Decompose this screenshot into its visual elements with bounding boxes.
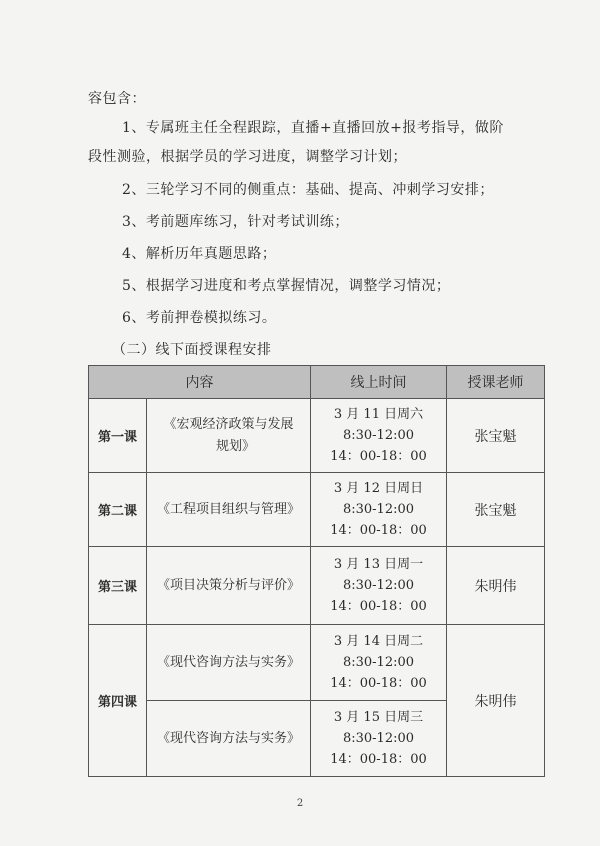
teacher-name: 张宝魁 — [447, 473, 545, 547]
date-text: 3 月 14 日周二 — [333, 634, 424, 649]
table-row — [89, 625, 545, 701]
morning-time: 8:30-12:00 — [342, 655, 415, 670]
course-name: 《项目决策分析与评价》 — [147, 547, 311, 625]
course-name-line2: 规划》 — [215, 438, 255, 454]
afternoon-time: 14：00-18：00 — [330, 523, 427, 538]
time-cell — [311, 547, 447, 625]
paragraph-intro: 容包含： — [88, 91, 146, 107]
date-text: 3 月 11 日周六 — [333, 407, 424, 422]
morning-time: 8:30-12:00 — [342, 731, 415, 746]
list-item-3: 3、考前题库练习，针对考试训练； — [122, 214, 349, 230]
teacher-name: 朱明伟 — [447, 547, 545, 625]
time-cell — [311, 701, 447, 777]
list-item-6: 6、考前押卷模拟练习。 — [122, 310, 277, 326]
morning-time: 8:30-12:00 — [342, 428, 415, 443]
page-number: 2 — [296, 798, 304, 809]
list-item-1-line2: 段性测验，根据学员的学习进度，调整学习计划； — [88, 149, 407, 165]
course-name: 《现代咨询方法与实务》 — [147, 701, 311, 777]
list-item-2: 2、三轮学习不同的侧重点：基础、提高、冲刺学习安排； — [122, 182, 494, 198]
course-name: 《现代咨询方法与实务》 — [147, 625, 311, 701]
table-row — [89, 547, 545, 625]
afternoon-time: 14：00-18：00 — [330, 676, 427, 691]
lesson-label: 第三课 — [89, 547, 147, 625]
course-name: 《工程项目组织与管理》 — [147, 473, 311, 547]
list-item-4: 4、解析历年真题思路； — [122, 246, 277, 262]
lesson-label: 第一课 — [89, 399, 147, 473]
header-content: 内容 — [89, 366, 311, 399]
section-title: （二）线下面授课程安排 — [112, 342, 272, 358]
header-time: 线上时间 — [311, 366, 447, 399]
morning-time: 8:30-12:00 — [342, 502, 415, 517]
afternoon-time: 14：00-18：00 — [330, 599, 427, 614]
date-text: 3 月 13 日周一 — [333, 557, 424, 572]
schedule-table — [88, 365, 545, 777]
time-cell — [311, 399, 447, 473]
afternoon-time: 14：00-18：00 — [330, 752, 427, 767]
table-header-row — [89, 366, 545, 399]
header-teacher: 授课老师 — [447, 366, 545, 399]
teacher-name: 朱明伟 — [447, 625, 545, 777]
time-cell — [311, 473, 447, 547]
time-cell — [311, 625, 447, 701]
table-row — [89, 473, 545, 547]
lesson-label: 第四课 — [89, 625, 147, 777]
list-item-5: 5、根据学习进度和考点掌握情况，调整学习情况； — [122, 278, 451, 294]
afternoon-time: 14：00-18：00 — [330, 449, 427, 464]
course-name — [147, 399, 311, 473]
teacher-name: 张宝魁 — [447, 399, 545, 473]
date-text: 3 月 15 日周三 — [333, 710, 424, 725]
morning-time: 8:30-12:00 — [342, 578, 415, 593]
course-name-line1: 《宏观经济政策与发展 — [163, 416, 294, 432]
list-item-1-line1: 1、专属班主任全程跟踪，直播+直播回放+报考指导，做阶 — [122, 120, 504, 136]
date-text: 3 月 12 日周日 — [333, 481, 424, 496]
lesson-label: 第二课 — [89, 473, 147, 547]
table-row — [89, 399, 545, 473]
